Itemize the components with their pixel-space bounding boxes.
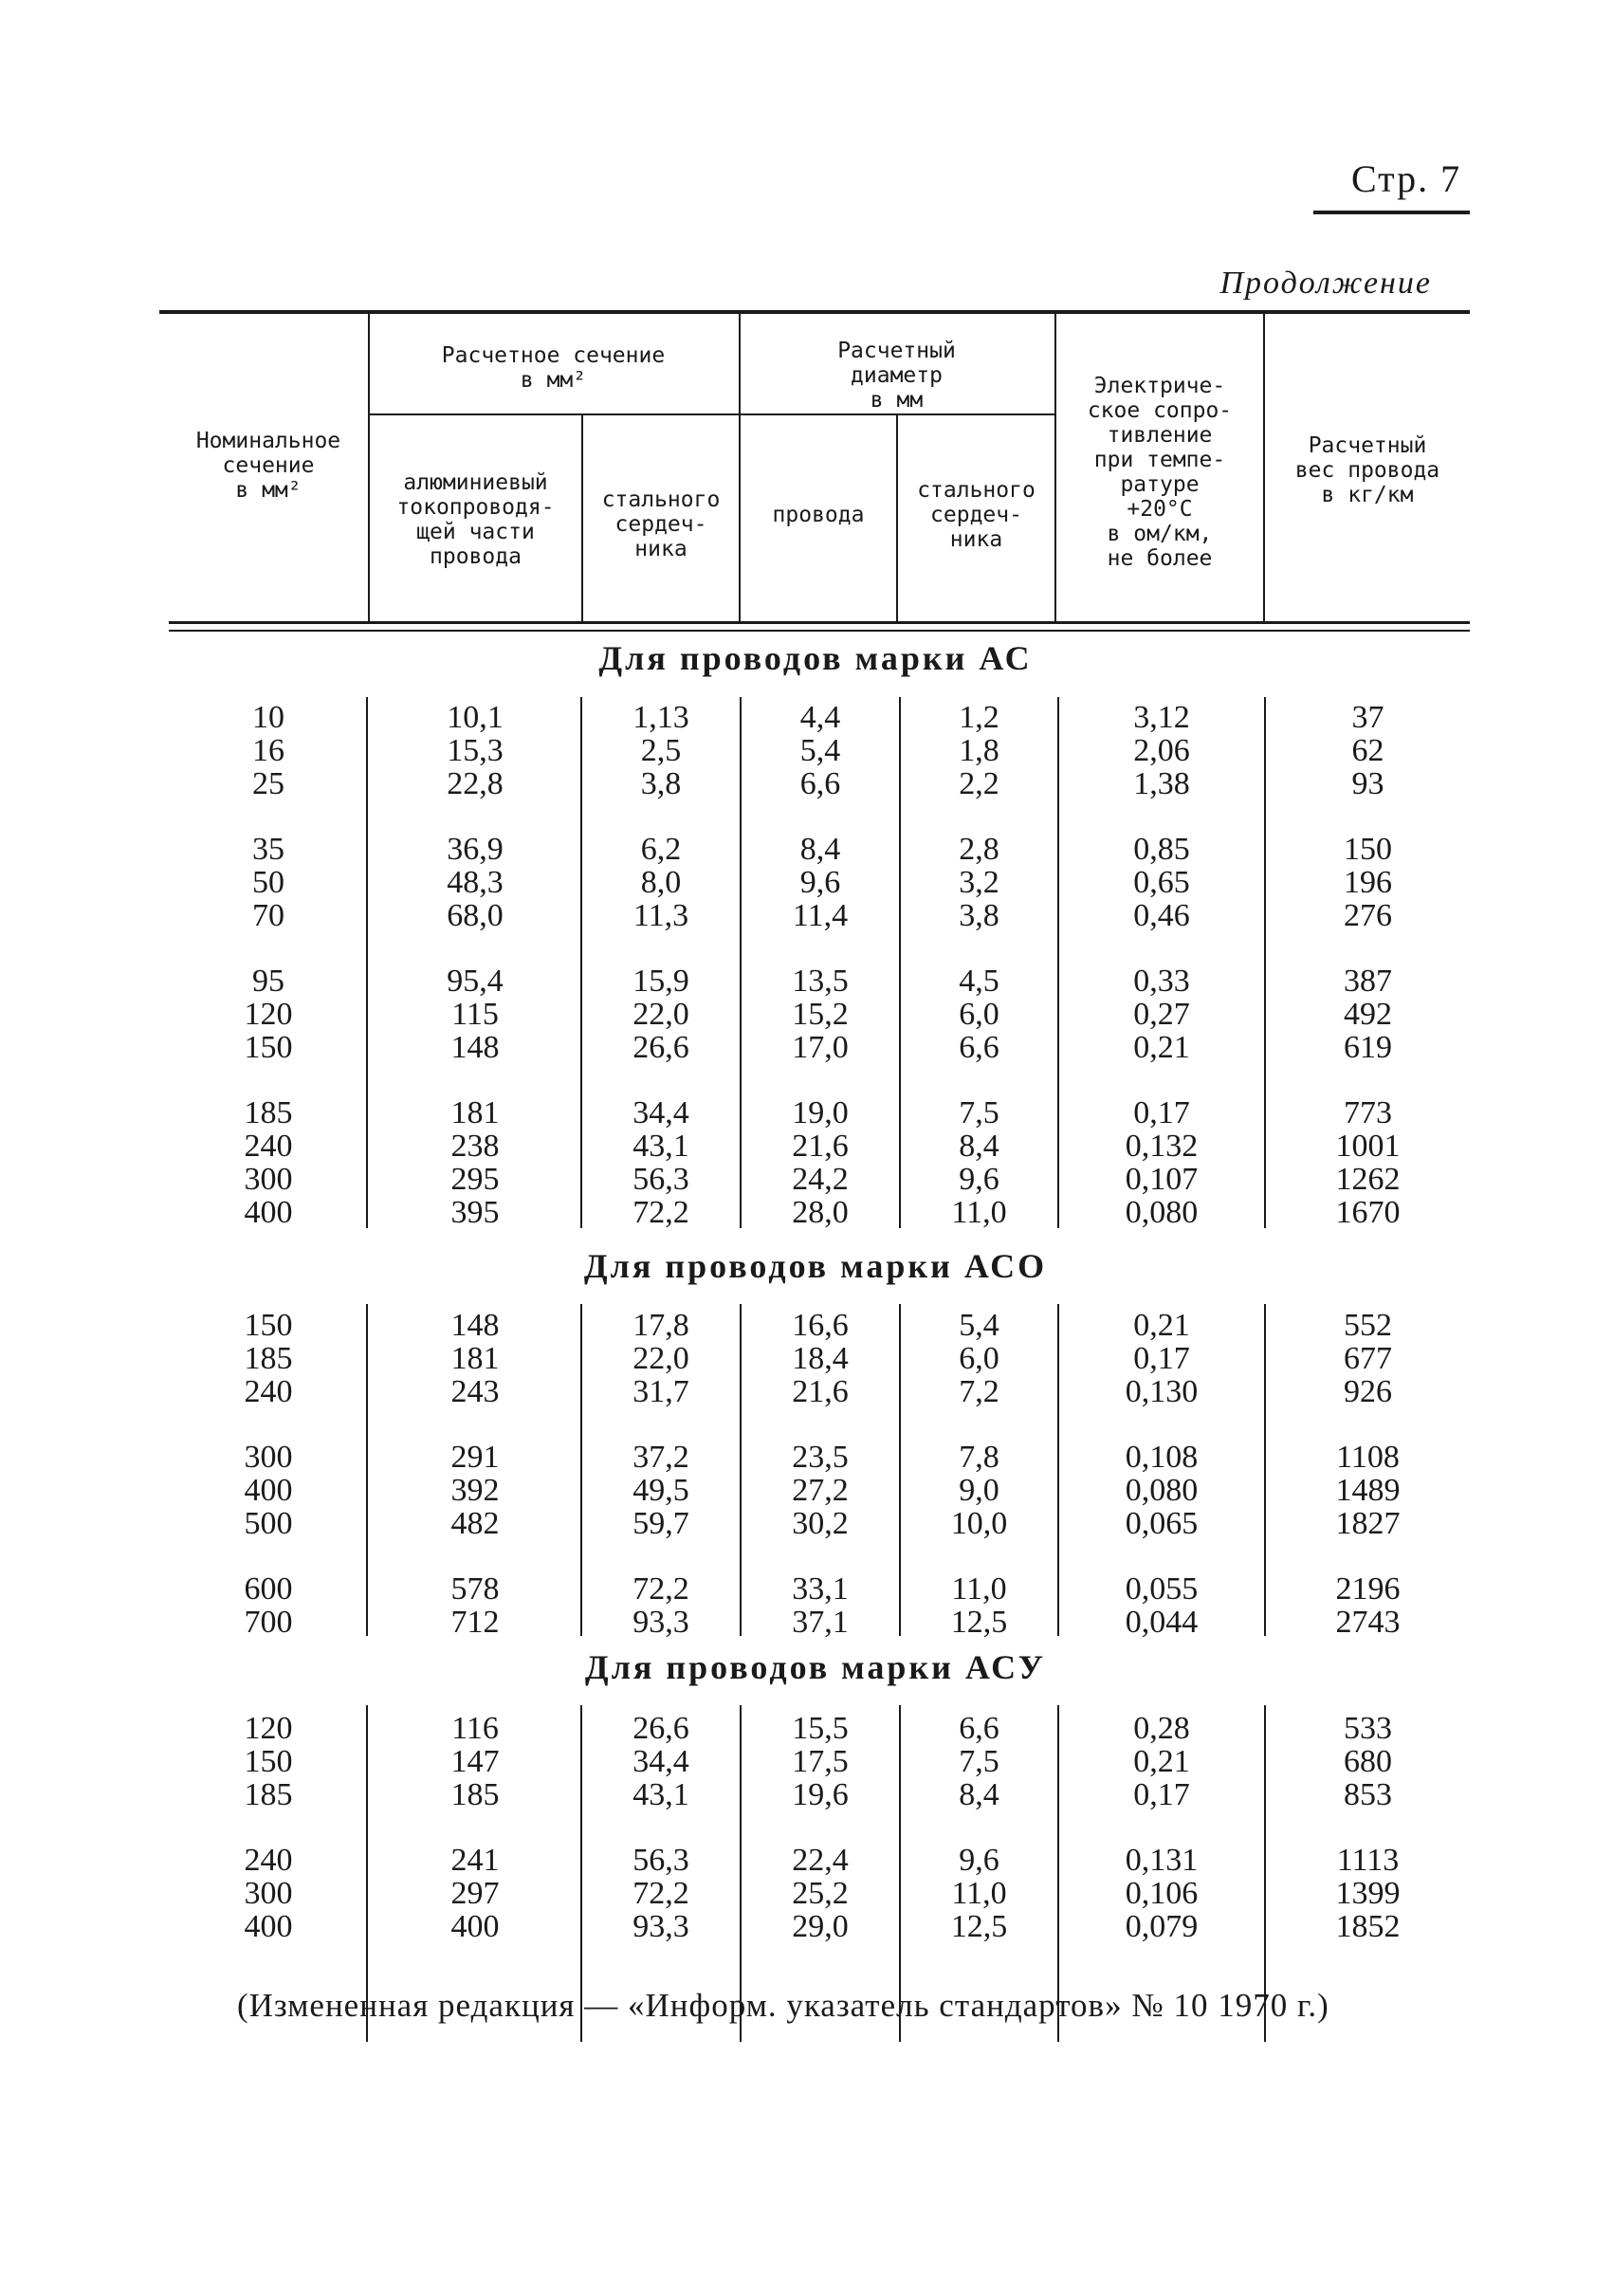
cell-wire-diameter: 37,1 — [792, 1605, 849, 1640]
cell-nominal-section: 70 — [252, 898, 284, 933]
cell-resistance: 0,17 — [1133, 1341, 1190, 1376]
cell-steel-diameter: 7,8 — [959, 1440, 999, 1475]
cell-weight: 1262 — [1335, 1162, 1401, 1197]
cell-steel-diameter: 9,6 — [959, 1843, 999, 1878]
cell-steel-section: 43,1 — [632, 1129, 689, 1164]
cell-weight: 62 — [1351, 733, 1384, 768]
cell-steel-section: 43,1 — [632, 1777, 689, 1812]
cell-nominal-section: 150 — [244, 1030, 293, 1065]
cell-steel-section: 31,7 — [632, 1374, 689, 1409]
cell-aluminum-section: 482 — [450, 1506, 500, 1541]
cell-aluminum-section: 395 — [450, 1195, 500, 1230]
cell-resistance: 0,107 — [1125, 1162, 1199, 1197]
cell-weight: 2196 — [1335, 1571, 1401, 1607]
cell-nominal-section: 185 — [244, 1341, 293, 1376]
cell-steel-diameter: 2,8 — [959, 832, 999, 867]
cell-steel-section: 22,0 — [632, 1341, 689, 1376]
cell-wire-diameter: 21,6 — [792, 1374, 849, 1409]
cell-aluminum-section: 68,0 — [447, 898, 504, 933]
cell-nominal-section: 95 — [252, 964, 284, 999]
cell-steel-diameter: 6,0 — [959, 997, 999, 1032]
cell-resistance: 0,130 — [1125, 1374, 1199, 1409]
cell-resistance: 0,65 — [1133, 865, 1190, 900]
cell-weight: 387 — [1344, 964, 1392, 999]
cell-steel-diameter: 1,8 — [959, 733, 999, 768]
cell-aluminum-section: 297 — [450, 1876, 500, 1911]
cell-steel-diameter: 1,2 — [959, 700, 999, 735]
cell-weight: 619 — [1344, 1030, 1392, 1065]
cell-weight: 1670 — [1335, 1195, 1401, 1230]
cell-aluminum-section: 22,8 — [447, 766, 504, 801]
cell-resistance: 0,065 — [1125, 1506, 1199, 1541]
cell-steel-diameter: 9,6 — [959, 1162, 999, 1197]
cell-steel-diameter: 4,5 — [959, 964, 999, 999]
header-group-rule — [368, 413, 739, 415]
cell-resistance: 2,06 — [1133, 733, 1190, 768]
header-group-rule — [739, 413, 1054, 415]
cell-resistance: 0,079 — [1125, 1909, 1199, 1944]
cell-resistance: 0,27 — [1133, 997, 1190, 1032]
header-bottom-rule — [169, 621, 1470, 624]
cell-steel-section: 26,6 — [632, 1711, 689, 1746]
cell-resistance: 0,080 — [1125, 1473, 1199, 1508]
cell-resistance: 1,38 — [1133, 766, 1190, 801]
cell-aluminum-section: 243 — [450, 1374, 500, 1409]
cell-weight: 1001 — [1335, 1129, 1401, 1164]
cell-nominal-section: 240 — [244, 1129, 293, 1164]
cell-nominal-section: 300 — [244, 1162, 293, 1197]
cell-steel-diameter: 11,0 — [951, 1876, 1007, 1911]
cell-resistance: 0,106 — [1125, 1876, 1199, 1911]
cell-steel-diameter: 10,0 — [950, 1506, 1008, 1541]
cell-resistance: 0,85 — [1133, 832, 1190, 867]
cell-wire-diameter: 9,6 — [799, 865, 841, 900]
cell-resistance: 0,108 — [1125, 1440, 1199, 1475]
cell-steel-diameter: 6,0 — [959, 1341, 999, 1376]
footnote: (Измененная редакция — «Информ. указатель стандартов» № 10 1970 г.) — [237, 1987, 1329, 2024]
cell-resistance: 0,33 — [1133, 964, 1190, 999]
section-title-ac: Для проводов марки АС — [598, 639, 1033, 677]
cell-wire-diameter: 21,6 — [792, 1129, 849, 1164]
cell-aluminum-section: 400 — [450, 1909, 500, 1944]
cell-wire-diameter: 33,1 — [792, 1571, 849, 1607]
cell-wire-diameter: 27,2 — [792, 1473, 849, 1508]
cell-wire-diameter: 16,6 — [792, 1308, 849, 1343]
cell-wire-diameter: 11,4 — [792, 898, 849, 933]
header-weight: Расчетный вес провода в кг/км — [1294, 433, 1440, 507]
cell-wire-diameter: 29,0 — [792, 1909, 849, 1944]
cell-wire-diameter: 22,4 — [792, 1843, 849, 1878]
cell-aluminum-section: 712 — [450, 1605, 500, 1640]
cell-weight: 677 — [1344, 1341, 1392, 1376]
cell-weight: 196 — [1344, 865, 1392, 900]
cell-resistance: 0,21 — [1133, 1744, 1190, 1779]
cell-steel-diameter: 5,4 — [959, 1308, 999, 1343]
cell-resistance: 0,131 — [1125, 1843, 1199, 1878]
cell-nominal-section: 400 — [244, 1195, 293, 1230]
page-number-underline — [1313, 211, 1470, 214]
cell-nominal-section: 35 — [252, 832, 284, 867]
cell-aluminum-section: 36,9 — [447, 832, 504, 867]
cell-steel-section: 1,13 — [632, 700, 689, 735]
header-nominal-section: Номинальное сечение в мм² — [195, 429, 341, 503]
cell-weight: 1108 — [1336, 1440, 1400, 1475]
cell-wire-diameter: 6,6 — [799, 766, 841, 801]
cell-resistance: 0,044 — [1125, 1605, 1199, 1640]
cell-steel-section: 17,8 — [632, 1308, 689, 1343]
page-number: Стр. 7 — [1351, 157, 1462, 200]
cell-steel-diameter: 8,4 — [959, 1129, 999, 1164]
section-title-aco: Для проводов марки АСО — [583, 1247, 1048, 1285]
cell-nominal-section: 700 — [244, 1605, 293, 1640]
cell-nominal-section: 600 — [244, 1571, 293, 1607]
cell-wire-diameter: 15,2 — [792, 997, 849, 1032]
cell-resistance: 0,21 — [1133, 1030, 1190, 1065]
cell-nominal-section: 500 — [244, 1506, 293, 1541]
cell-nominal-section: 185 — [244, 1777, 293, 1812]
cell-steel-section: 2,5 — [640, 733, 682, 768]
cell-steel-section: 56,3 — [632, 1162, 689, 1197]
cell-steel-diameter: 7,5 — [959, 1744, 999, 1779]
cell-weight: 1852 — [1335, 1909, 1401, 1944]
cell-steel-diameter: 12,5 — [950, 1605, 1008, 1640]
cell-resistance: 0,17 — [1133, 1095, 1190, 1130]
cell-weight: 492 — [1344, 997, 1392, 1032]
cell-steel-diameter: 11,0 — [951, 1195, 1007, 1230]
cell-nominal-section: 16 — [252, 733, 284, 768]
header-steel-core-section: стального сердеч- ника — [601, 487, 721, 561]
cell-steel-section: 49,5 — [632, 1473, 689, 1508]
cell-aluminum-section: 295 — [450, 1162, 500, 1197]
cell-nominal-section: 400 — [244, 1909, 293, 1944]
cell-wire-diameter: 13,5 — [792, 964, 849, 999]
header-bottom-rule-double — [169, 630, 1470, 632]
cell-steel-diameter: 3,2 — [959, 865, 999, 900]
cell-steel-section: 72,2 — [632, 1876, 689, 1911]
cell-wire-diameter: 19,6 — [792, 1777, 849, 1812]
cell-aluminum-section: 578 — [450, 1571, 500, 1607]
cell-nominal-section: 185 — [244, 1095, 293, 1130]
cell-steel-section: 22,0 — [632, 997, 689, 1032]
cell-aluminum-section: 241 — [450, 1843, 500, 1878]
cell-aluminum-section: 15,3 — [447, 733, 504, 768]
cell-aluminum-section: 148 — [450, 1030, 500, 1065]
cell-steel-section: 26,6 — [632, 1030, 689, 1065]
cell-aluminum-section: 148 — [450, 1308, 500, 1343]
cell-steel-diameter: 7,5 — [959, 1095, 999, 1130]
cell-resistance: 0,28 — [1133, 1711, 1190, 1746]
cell-steel-section: 11,3 — [632, 898, 689, 933]
cell-wire-diameter: 19,0 — [792, 1095, 849, 1130]
cell-wire-diameter: 4,4 — [799, 700, 841, 735]
cell-steel-section: 93,3 — [632, 1605, 689, 1640]
cell-weight: 1113 — [1336, 1843, 1400, 1878]
cell-weight: 1489 — [1335, 1473, 1401, 1508]
cell-resistance: 0,055 — [1125, 1571, 1199, 1607]
cell-nominal-section: 240 — [244, 1374, 293, 1409]
cell-wire-diameter: 8,4 — [799, 832, 841, 867]
cell-aluminum-section: 116 — [451, 1711, 499, 1746]
cell-aluminum-section: 291 — [450, 1440, 500, 1475]
cell-aluminum-section: 238 — [450, 1129, 500, 1164]
cell-wire-diameter: 15,5 — [792, 1711, 849, 1746]
cell-steel-section: 15,9 — [632, 964, 689, 999]
cell-nominal-section: 25 — [252, 766, 284, 801]
cell-steel-section: 3,8 — [640, 766, 682, 801]
cell-resistance: 0,17 — [1133, 1777, 1190, 1812]
header-calc-diameter: Расчетный диаметр в мм — [837, 339, 956, 413]
cell-nominal-section: 400 — [244, 1473, 293, 1508]
cell-aluminum-section: 95,4 — [447, 964, 504, 999]
cell-wire-diameter: 17,0 — [792, 1030, 849, 1065]
cell-resistance: 0,21 — [1133, 1308, 1190, 1343]
cell-nominal-section: 150 — [244, 1308, 293, 1343]
cell-weight: 276 — [1344, 898, 1392, 933]
cell-nominal-section: 300 — [244, 1876, 293, 1911]
cell-steel-diameter: 6,6 — [959, 1711, 999, 1746]
cell-weight: 773 — [1344, 1095, 1392, 1130]
cell-resistance: 0,132 — [1125, 1129, 1199, 1164]
cell-aluminum-section: 185 — [450, 1777, 500, 1812]
cell-steel-diameter: 3,8 — [959, 898, 999, 933]
cell-wire-diameter: 23,5 — [792, 1440, 849, 1475]
cell-aluminum-section: 181 — [450, 1341, 500, 1376]
cell-steel-section: 93,3 — [632, 1909, 689, 1944]
cell-weight: 37 — [1351, 700, 1384, 735]
cell-steel-section: 34,4 — [632, 1095, 689, 1130]
cell-weight: 533 — [1344, 1711, 1392, 1746]
cell-wire-diameter: 25,2 — [792, 1876, 849, 1911]
cell-nominal-section: 120 — [244, 997, 293, 1032]
cell-resistance: 0,46 — [1133, 898, 1190, 933]
cell-nominal-section: 50 — [252, 865, 284, 900]
cell-weight: 150 — [1344, 832, 1392, 867]
cell-nominal-section: 150 — [244, 1744, 293, 1779]
cell-steel-diameter: 9,0 — [959, 1473, 999, 1508]
cell-aluminum-section: 115 — [451, 997, 499, 1032]
cell-weight: 1399 — [1335, 1876, 1401, 1911]
section-title-acu: Для проводов марки АСУ — [584, 1648, 1047, 1686]
header-resistance: Электриче- ское сопро- тивление при темпе- ратуре +20°С в ом/км, не более — [1087, 374, 1233, 571]
cell-weight: 853 — [1344, 1777, 1392, 1812]
cell-wire-diameter: 28,0 — [792, 1195, 849, 1230]
cell-weight: 680 — [1344, 1744, 1392, 1779]
cell-steel-section: 56,3 — [632, 1843, 689, 1878]
header-aluminum-part: алюминиевый токопроводя- щей части провода — [396, 470, 555, 569]
cell-nominal-section: 10 — [252, 700, 284, 735]
cell-nominal-section: 300 — [244, 1440, 293, 1475]
cell-weight: 93 — [1351, 766, 1384, 801]
cell-steel-section: 37,2 — [632, 1440, 689, 1475]
cell-wire-diameter: 18,4 — [792, 1341, 849, 1376]
cell-steel-section: 72,2 — [632, 1195, 689, 1230]
cell-aluminum-section: 10,1 — [447, 700, 504, 735]
cell-weight: 1827 — [1335, 1506, 1401, 1541]
cell-steel-diameter: 8,4 — [959, 1777, 999, 1812]
cell-steel-diameter: 12,5 — [950, 1909, 1008, 1944]
cell-steel-diameter: 7,2 — [959, 1374, 999, 1409]
cell-steel-section: 34,4 — [632, 1744, 689, 1779]
cell-wire-diameter: 24,2 — [792, 1162, 849, 1197]
table-top-rule — [159, 310, 1470, 314]
header-calc-section: Расчетное сечение в мм² — [441, 343, 666, 393]
cell-steel-diameter: 2,2 — [959, 766, 999, 801]
cell-aluminum-section: 48,3 — [447, 865, 504, 900]
cell-weight: 2743 — [1335, 1605, 1401, 1640]
cell-steel-section: 72,2 — [632, 1571, 689, 1607]
header-wire-diameter: провода — [772, 503, 865, 527]
continuation-label: Продолжение — [1219, 266, 1432, 301]
header-steel-core-diameter: стального сердеч- ника — [917, 478, 1036, 552]
cell-weight: 552 — [1344, 1308, 1392, 1343]
cell-aluminum-section: 147 — [450, 1744, 500, 1779]
cell-nominal-section: 240 — [244, 1843, 293, 1878]
cell-steel-diameter: 6,6 — [959, 1030, 999, 1065]
cell-weight: 926 — [1344, 1374, 1392, 1409]
cell-resistance: 3,12 — [1133, 700, 1190, 735]
cell-steel-section: 8,0 — [640, 865, 682, 900]
cell-wire-diameter: 17,5 — [792, 1744, 849, 1779]
cell-steel-section: 6,2 — [640, 832, 682, 867]
cell-wire-diameter: 5,4 — [799, 733, 841, 768]
cell-steel-section: 59,7 — [632, 1506, 689, 1541]
cell-aluminum-section: 392 — [450, 1473, 500, 1508]
cell-resistance: 0,080 — [1125, 1195, 1199, 1230]
cell-aluminum-section: 181 — [450, 1095, 500, 1130]
cell-wire-diameter: 30,2 — [792, 1506, 849, 1541]
cell-nominal-section: 120 — [244, 1711, 293, 1746]
cell-steel-diameter: 11,0 — [951, 1571, 1007, 1607]
